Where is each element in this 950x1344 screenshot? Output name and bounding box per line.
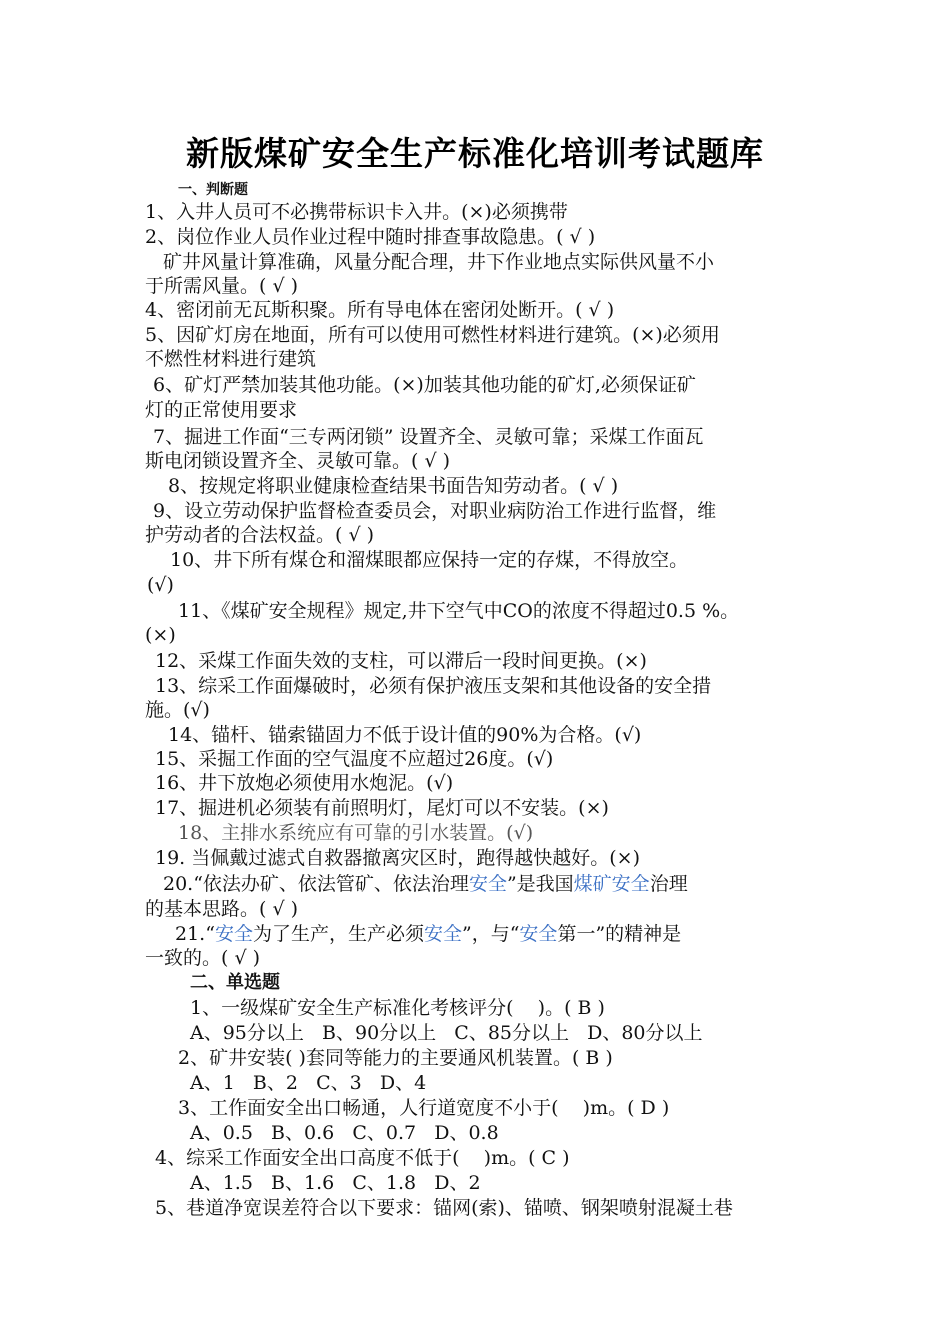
question-line: 灯的正常使用要求 <box>145 399 298 421</box>
text-span: 第一”的精神是 <box>557 923 682 945</box>
question-line <box>163 872 688 896</box>
question-line: 施。(√) <box>145 699 210 721</box>
text-span: 20.“依法办矿、依法管矿、依法治理 <box>163 873 469 895</box>
question-line: 4、综采工作面安全出口高度不低于( )m。( C ) <box>155 1147 570 1169</box>
question-line: 11、《煤矿安全规程》规定,井下空气中CO的浓度不得超过0.5 %。 <box>178 600 740 622</box>
text-span: ”是我国 <box>506 873 574 895</box>
question-line: 13、综采工作面爆破时，必须有保护液压支架和其他设备的安全措 <box>155 675 712 697</box>
question-line: 6、矿灯严禁加装其他功能。(×)加装其他功能的矿灯,必须保证矿 <box>153 374 696 396</box>
question-line: 一致的。( √ ) <box>145 947 261 969</box>
question-line: 于所需风量。( √ ) <box>145 275 299 297</box>
question-line: 的基本思路。( √ ) <box>145 898 299 920</box>
text-span: 治理 <box>649 873 688 895</box>
question-line: 12、采煤工作面失效的支柱，可以滞后一段时间更换。(×) <box>155 650 647 672</box>
options-line: A、1.5 B、1.6 C、1.8 D、2 <box>190 1172 481 1194</box>
question-line: 10、井下所有煤仓和溜煤眼都应保持一定的存煤，不得放空。 <box>170 549 689 571</box>
question-line: 18、主排水系统应有可靠的引水装置。(√) <box>178 822 534 844</box>
question-line: (√) <box>147 574 174 596</box>
question-line: 8、按规定将职业健康检查结果书面告知劳动者。( √ ) <box>168 475 619 497</box>
text-span: ”，与“ <box>461 923 520 945</box>
options-line: A、95分以上 B、90分以上 C、85分以上 D、80分以上 <box>190 1022 703 1044</box>
question-line: 16、井下放炮必须使用水炮泥。(√) <box>155 772 454 794</box>
question-line: 9、设立劳动保护监督检查委员会，对职业病防治工作进行监督，维 <box>153 500 717 522</box>
question-line: 14、锚杆、锚索锚固力不低于设计值的90%为合格。(√) <box>168 724 642 746</box>
question-line: 2、矿井安装( )套同等能力的主要通风机装置。( B ) <box>178 1047 613 1069</box>
question-line: 3、工作面安全出口畅通，人行道宽度不小于( )m。( D ) <box>178 1097 670 1119</box>
section-heading-true-false: 一、判断题 <box>178 182 248 198</box>
question-line: 斯电闭锁设置齐全、灵敏可靠。( √ ) <box>145 450 451 472</box>
question-line: 5、因矿灯房在地面，所有可以使用可燃性材料进行建筑。(×)必须用 <box>145 324 720 346</box>
section-heading-single-choice: 二、单选题 <box>190 972 280 993</box>
document-title: 新版煤矿安全生产标准化培训考试题库 <box>186 134 764 173</box>
question-line: (×) <box>145 624 176 646</box>
question-line <box>175 922 681 946</box>
question-line: 矿井风量计算准确，风量分配合理，井下作业地点实际供风量不小 <box>163 251 715 273</box>
highlight-term: 安全 <box>468 873 507 895</box>
question-line: 17、掘进机必须装有前照明灯，尾灯可以不安装。(×) <box>155 797 609 819</box>
question-line: 不燃性材料进行建筑 <box>145 348 317 370</box>
question-line: 2、岗位作业人员作业过程中随时排查事故隐患。( √ ) <box>145 226 596 248</box>
highlight-term: 安全 <box>519 923 558 945</box>
question-line: 1、一级煤矿安全生产标准化考核评分( )。( B ) <box>190 997 605 1019</box>
question-line: 19. 当佩戴过滤式自救器撤离灾区时，跑得越快越好。(×) <box>155 847 641 869</box>
question-line: 5、巷道净宽误差符合以下要求：锚网(索)、锚喷、钢架喷射混凝土巷 <box>155 1197 733 1219</box>
question-line: 1、入井人员可不必携带标识卡入井。(×)必须携带 <box>145 201 568 223</box>
question-line: 护劳动者的合法权益。( √ ) <box>145 524 375 546</box>
options-line: A、0.5 B、0.6 C、0.7 D、0.8 <box>190 1122 499 1144</box>
highlight-term: 煤矿安全 <box>573 873 650 895</box>
question-line: 15、采掘工作面的空气温度不应超过26度。(√) <box>155 748 554 770</box>
highlight-term: 安全 <box>214 923 253 945</box>
text-span: 21.“ <box>175 923 215 945</box>
options-line: A、1 B、2 C、3 D、4 <box>190 1072 427 1094</box>
highlight-term: 安全 <box>423 923 462 945</box>
question-line: 4、密闭前无瓦斯积聚。所有导电体在密闭处断开。( √ ) <box>145 299 615 321</box>
question-line: 7、掘进工作面“三专两闭锁” 设置齐全、灵敏可靠；采煤工作面瓦 <box>153 426 704 448</box>
text-span: 为了生产，生产必须 <box>252 923 424 945</box>
